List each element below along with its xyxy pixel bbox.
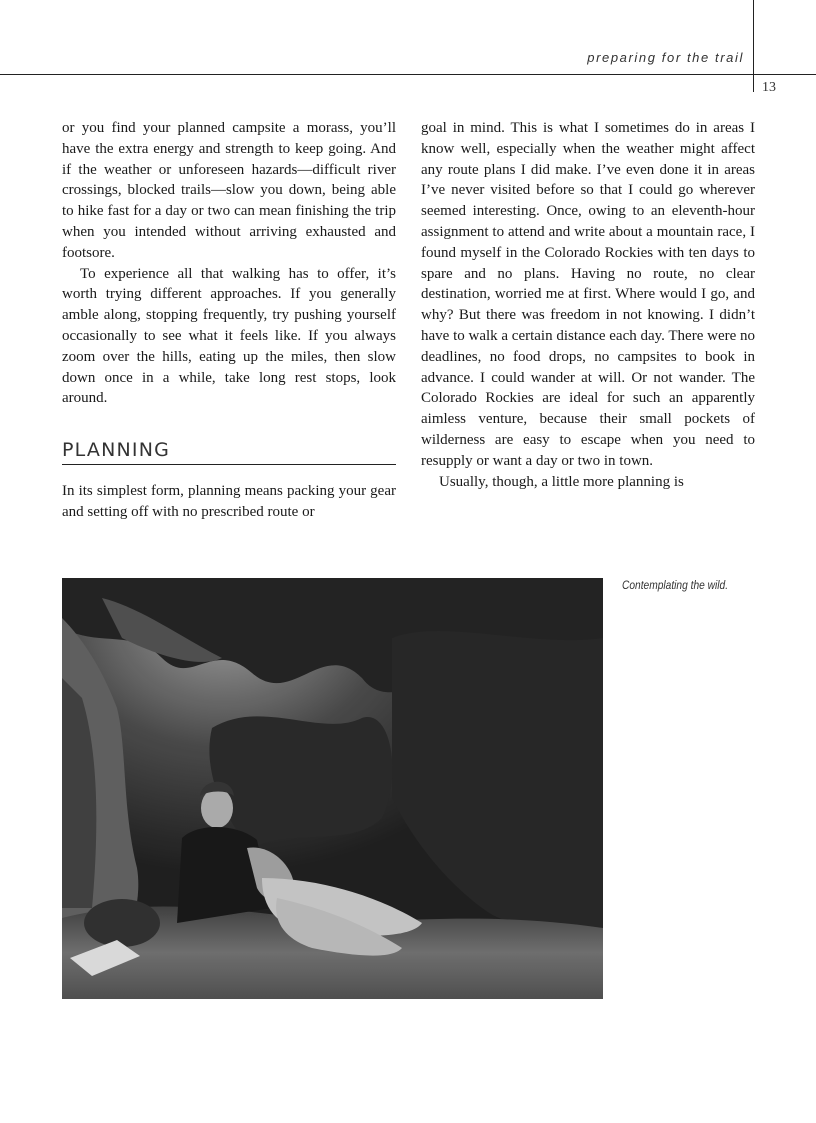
left-column: [62, 118, 396, 523]
photograph: [62, 578, 603, 999]
body-paragraph: or you find your planned campsite a morass, you’ll have the extra energy and strength to keep going. And if the weather or unforeseen hazards—difficult river crossings, blocked trails—slow you down, being able to hike fast for a day or two can mean finishing the trip when you intended without arriving exhausted and footsore.: [62, 120, 396, 261]
body-paragraph: Usually, though, a little more planning is: [439, 473, 684, 490]
figure-caption: Contemplating the wild.: [622, 578, 729, 592]
header-rule: [0, 74, 816, 75]
running-header: preparing for the trail: [587, 50, 744, 65]
header-vertical-rule: [753, 0, 754, 92]
body-paragraph: goal in mind. This is what I sometimes do in areas I know well, especially when the weather might affect any route plans I did make. I’ve even done it in areas I’ve never visited before so that I could go wherever seemed interesting. Once, owing to an eleventh-hour assignment to attend and write about a mountain race, I found myself in the Colorado Rockies with ten days to spare and no plans. Having no route, no clear destination, worried me at first. Where would I go, and why? But there was freedom in not knowing. I didn’t have to walk a certain distance each day. There were no deadlines, no food drops, no campsites to book in advance. I could wander at will. Or not wander. The Colorado Rockies are ideal for such an apparently aimless venture, because their small pockets of wilderness are easy to escape when you need to resupply or want a day or two in town.: [421, 120, 755, 469]
section-heading: PLANNING: [62, 440, 396, 465]
page-number: 13: [762, 80, 776, 95]
body-paragraph: In its simplest form, planning means packing your gear and setting off with no prescribed route or: [62, 482, 396, 520]
right-column: [421, 118, 755, 492]
body-paragraph: To experience all that walking has to offer, it’s worth trying different approaches. If you generally amble along, stopping frequently, try pushing yourself occasionally to see what it feels like. If you always zoom over the hills, eating up the miles, then slow down once in a while, take long rest stops, look around.: [62, 265, 396, 407]
